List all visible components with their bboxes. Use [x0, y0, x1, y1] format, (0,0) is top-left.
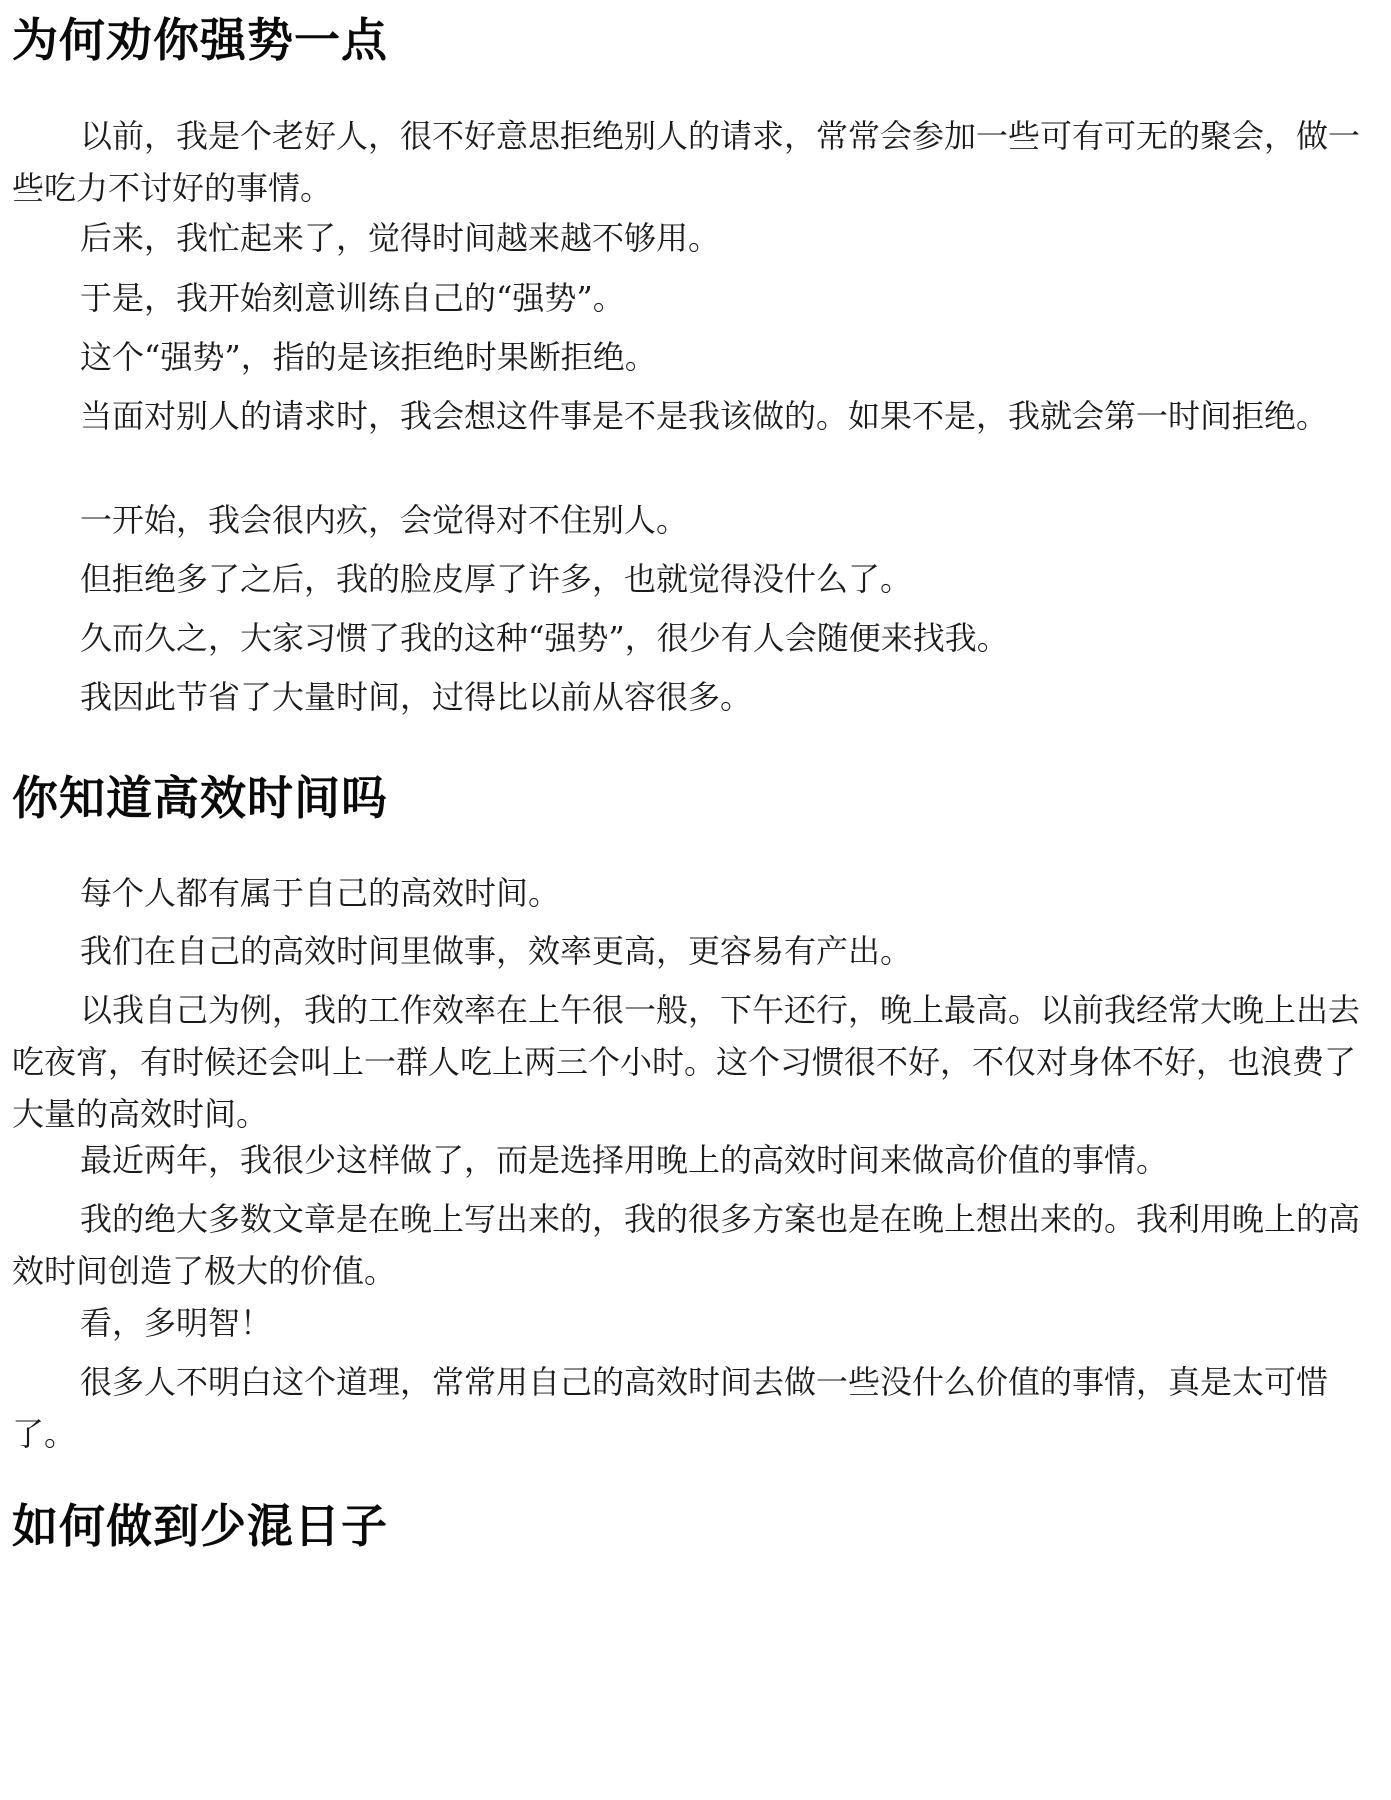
paragraph: 以我自己为例，我的工作效率在上午很一般，下午还行，晚上最高。以前我经常大晚上出去吃夜宵，有时候还会叫上一群人吃上两三个小时。这个习惯很不好，不仅对身体不好，也浪费了大量的高效时间。: [12, 991, 1361, 1133]
paragraph: 我们在自己的高效时间里做事，效率更高，更容易有产出。: [80, 932, 913, 970]
section-title: 你知道高效时间吗: [12, 771, 388, 825]
paragraph: 后来，我忙起来了，觉得时间越来越不够用。: [80, 219, 721, 257]
paragraph: 当面对别人的请求时，我会想这件事是不是我该做的。如果不是，我就会第一时间拒绝。: [80, 397, 1329, 435]
paragraph: 我因此节省了大量时间，过得比以前从容很多。: [80, 678, 753, 716]
paragraph: 每个人都有属于自己的高效时间。: [80, 874, 561, 912]
section-title: 如何做到少混日子: [12, 1499, 388, 1553]
paragraph: 久而久之，大家习惯了我的这种“强势”，很少有人会随便来找我。: [80, 619, 1009, 657]
paragraph: 看，多明智！: [80, 1304, 273, 1342]
paragraph: 这个“强势”，指的是该拒绝时果断拒绝。: [80, 338, 657, 376]
paragraph: 以前，我是个老好人，很不好意思拒绝别人的请求，常常会参加一些可有可无的聚会，做一些吃力不讨好的事情。: [12, 117, 1361, 207]
paragraph: 很多人不明白这个道理，常常用自己的高效时间去做一些没什么价值的事情，真是太可惜了。: [12, 1363, 1329, 1453]
paragraph: 我的绝大多数文章是在晚上写出来的，我的很多方案也是在晚上想出来的。我利用晚上的高效时间创造了极大的价值。: [12, 1200, 1361, 1290]
paragraph: 最近两年，我很少这样做了，而是选择用晚上的高效时间来做高价值的事情。: [80, 1141, 1169, 1179]
paragraph: 但拒绝多了之后，我的脸皮厚了许多，也就觉得没什么了。: [80, 560, 913, 598]
paragraph: 于是，我开始刻意训练自己的“强势”。: [80, 279, 625, 317]
paragraph: 一开始，我会很内疚，会觉得对不住别人。: [80, 501, 689, 539]
section-title: 为何劝你强势一点: [12, 13, 388, 67]
